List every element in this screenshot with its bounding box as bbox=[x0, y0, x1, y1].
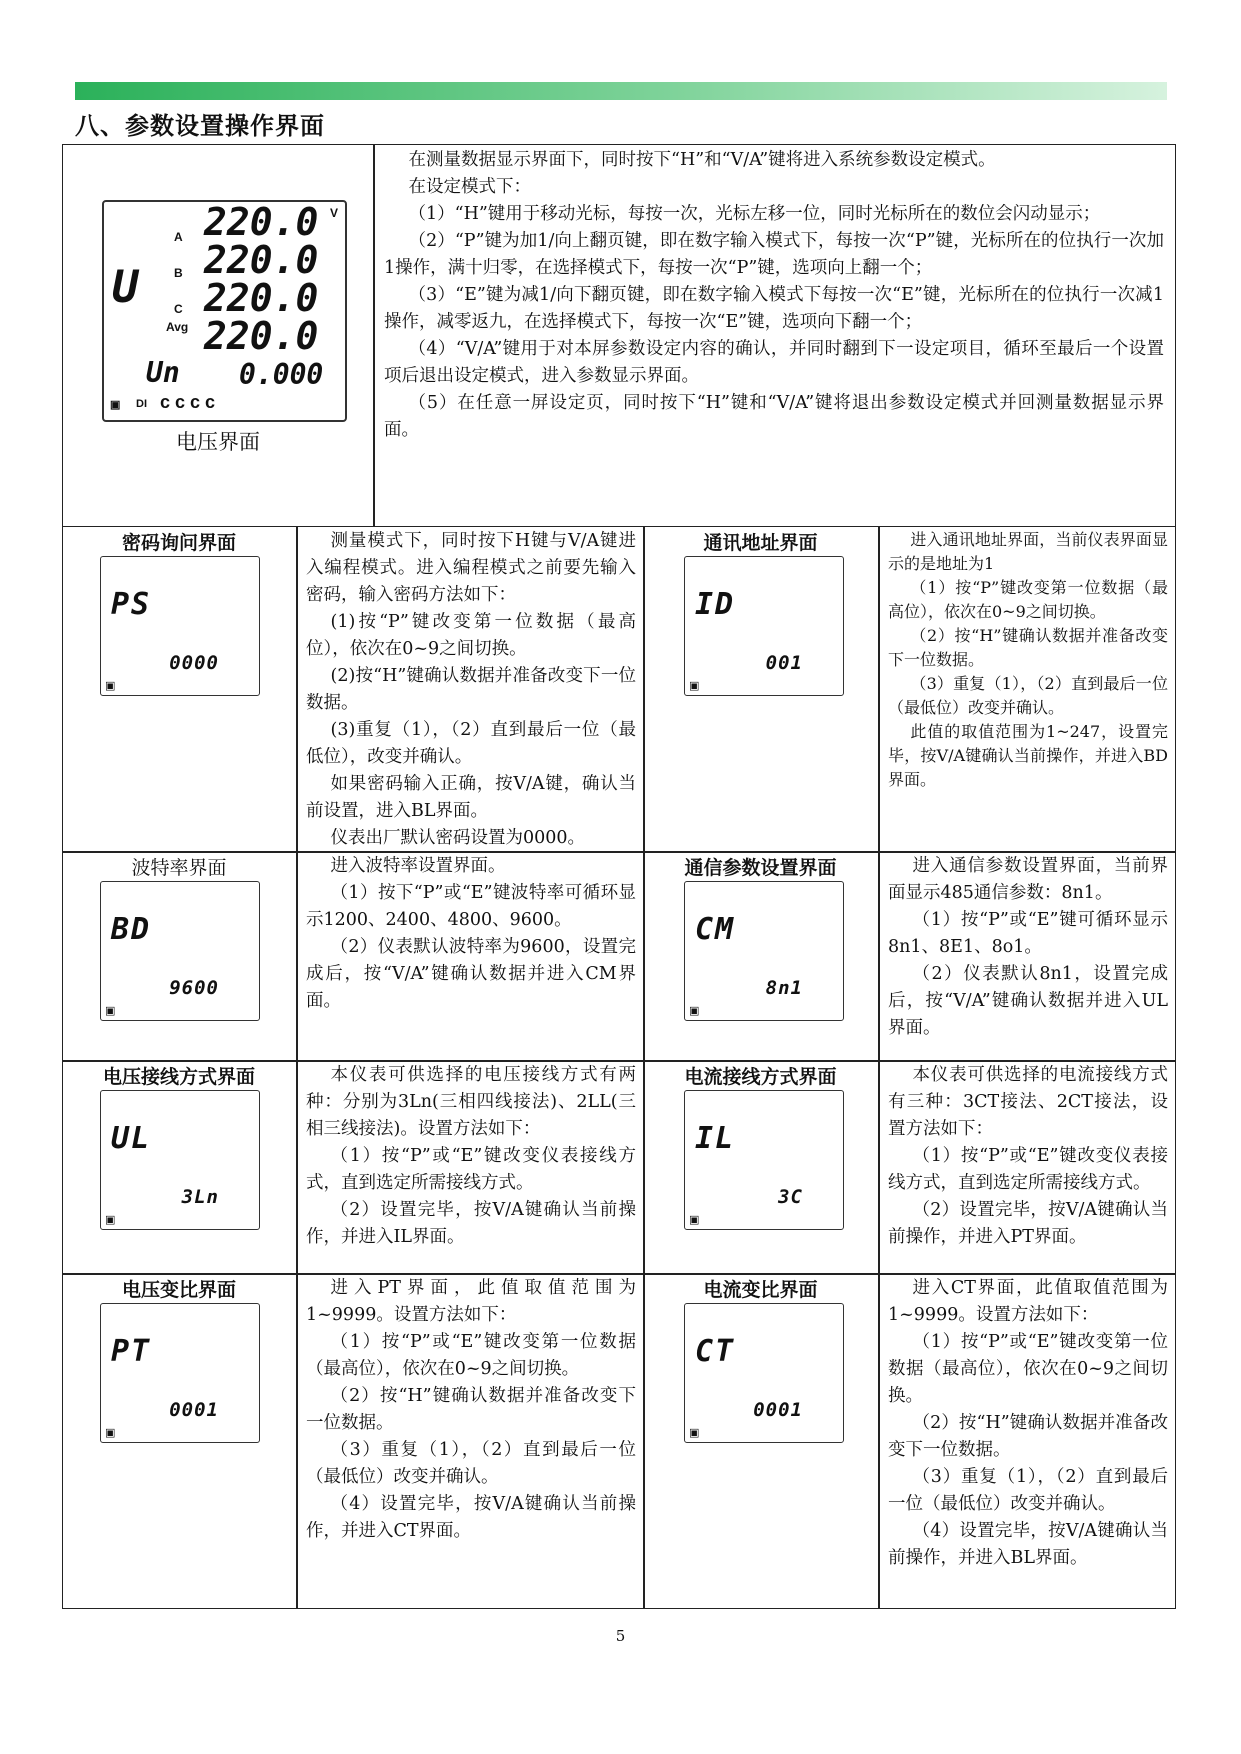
voltage-wiring-lcd bbox=[100, 1090, 260, 1230]
unit-label: V bbox=[330, 206, 339, 220]
comm-param-lcd bbox=[684, 881, 844, 1021]
avg-label: Avg bbox=[166, 320, 189, 334]
para: （1）按“P”或“E”键改变仪表接线方式，直到选定所需接线方式。 bbox=[306, 1146, 636, 1193]
para: （3）重复（1），（2）直到最后一位（最低位）改变并确认。 bbox=[306, 1440, 636, 1487]
para: 进入通信参数设置界面，当前界面显示485通信参数：8n1。 bbox=[888, 856, 1168, 903]
para: （2）按“H”键确认数据并准备改变下一位数据。 bbox=[306, 1386, 636, 1433]
phase-a-label: A bbox=[174, 230, 183, 244]
ct-text bbox=[888, 1275, 1168, 1572]
voltage-lcd bbox=[102, 200, 347, 422]
lcd-code: UL bbox=[111, 1121, 152, 1156]
avg-value: 220.0 bbox=[204, 314, 319, 358]
voltage-wiring-text bbox=[306, 1062, 636, 1251]
para: 本仪表可供选择的电压接线方式有两种：分别为3Ln(三相四线接法)、2LL(三相三线接法)。设置方法如下： bbox=[306, 1065, 636, 1139]
para: （2）设置完毕，按V/A键确认当前操作，并进入PT界面。 bbox=[888, 1200, 1168, 1247]
current-wiring-title: 电流接线方式界面 bbox=[684, 1066, 837, 1088]
password-title: 密码询问界面 bbox=[121, 532, 236, 554]
pt-title: 电压变比界面 bbox=[121, 1279, 236, 1301]
voltage-wiring-title: 电压接线方式界面 bbox=[102, 1066, 255, 1088]
lcd-code: BD bbox=[111, 912, 152, 947]
para: 进入PT界面，此值取值范围为1~9999。设置方法如下： bbox=[306, 1278, 636, 1325]
para: 进入CT界面，此值取值范围为1~9999。设置方法如下： bbox=[888, 1278, 1168, 1325]
status-icon: ▣ bbox=[689, 1004, 700, 1017]
para: 在测量数据显示界面下，同时按下“H”和“V/A”键将进入系统参数设定模式。 bbox=[408, 150, 996, 170]
page-number: 5 bbox=[615, 1627, 626, 1645]
di-label: DI bbox=[136, 398, 147, 410]
lcd-value: 0001 bbox=[169, 1399, 219, 1421]
para: （3）重复（1），（2）直到最后一位（最低位）改变并确认。 bbox=[888, 1467, 1168, 1514]
phase-b-value: 220.0 bbox=[204, 238, 319, 282]
grid-col-1 bbox=[296, 526, 298, 1609]
lcd-code: IL bbox=[695, 1121, 736, 1156]
status-icon: ▣ bbox=[689, 1426, 700, 1439]
para: （2）“P”键为加1/向上翻页键，即在数字输入模式下，每按一次“P”键，光标所在的位执行一次加1操作，满十归零，在选择模式下，每按一次“P”键，选项向上翻一个； bbox=[384, 231, 1164, 278]
lcd-value: 0000 bbox=[169, 652, 219, 674]
para: (3)重复（1），（2）直到最后一位（最低位），改变并确认。 bbox=[306, 720, 636, 767]
section-title: 八、参数设置操作界面 bbox=[75, 111, 325, 140]
para: （1）按下“P”或“E”键波特率可循环显示1200、2400、4800、9600。 bbox=[306, 883, 636, 930]
lcd-value: 8n1 bbox=[765, 977, 803, 999]
lcd-code: ID bbox=[695, 587, 736, 622]
para: （1）按“P”或“E”键改变第一位数据（最高位），依次在0~9之间切换。 bbox=[888, 1332, 1168, 1406]
status-icon: ▣ bbox=[105, 679, 116, 692]
para: （1）按“P”或“E”键改变仪表接线方式，直到选定所需接线方式。 bbox=[888, 1146, 1168, 1193]
lcd-code: CM bbox=[695, 912, 736, 947]
para: （1）按“P”或“E”键改变第一位数据（最高位），依次在0~9之间切换。 bbox=[306, 1332, 636, 1379]
comm-param-title: 通信参数设置界面 bbox=[684, 857, 837, 879]
para: 在设定模式下： bbox=[408, 177, 531, 197]
lcd-code: CT bbox=[695, 1334, 736, 1369]
para: 如果密码输入正确，按V/A键，确认当前设置，进入BL界面。 bbox=[306, 774, 636, 821]
para: （2）仪表默认8n1，设置完成后，按“V/A”键确认数据并进入UL界面。 bbox=[888, 964, 1168, 1038]
big-letter: U bbox=[112, 262, 139, 313]
phase-b-label: B bbox=[174, 266, 183, 280]
baud-lcd bbox=[100, 881, 260, 1021]
phase-c-label: C bbox=[174, 302, 183, 316]
di-marks: c c c c bbox=[160, 392, 216, 412]
para: 测量模式下，同时按下H键与V/A键进入编程模式。进入编程模式之前要先输入密码，输入密码方法如下： bbox=[306, 531, 636, 605]
address-text bbox=[888, 528, 1168, 792]
para: (2)按“H”键确认数据并准备改变下一位数据。 bbox=[306, 666, 636, 713]
lcd-value: 0001 bbox=[753, 1399, 803, 1421]
pt-lcd bbox=[100, 1303, 260, 1443]
status-icon: ▣ bbox=[689, 679, 700, 692]
lcd-code: PT bbox=[111, 1334, 152, 1369]
lcd-code: PS bbox=[111, 587, 152, 622]
header-green-bar bbox=[75, 82, 1167, 100]
para: （1）按“P”键改变第一位数据（最高位），依次在0~9之间切换。 bbox=[888, 578, 1168, 621]
para: (1)按“P”键改变第一位数据（最高位），依次在0~9之间切换。 bbox=[306, 612, 636, 659]
voltage-caption: 电压界面 bbox=[176, 430, 260, 454]
para: （2）按“H”键确认数据并准备改变下一位数据。 bbox=[888, 626, 1168, 669]
main-instructions bbox=[384, 147, 1164, 444]
ct-lcd bbox=[684, 1303, 844, 1443]
lcd-value: 9600 bbox=[169, 977, 219, 999]
status-icon: ▣ bbox=[105, 1426, 116, 1439]
address-title: 通讯地址界面 bbox=[703, 532, 818, 554]
para: （3）重复（1），（2）直到最后一位（最低位）改变并确认。 bbox=[888, 674, 1168, 717]
lcd-value: 3Ln bbox=[181, 1186, 219, 1208]
current-wiring-text bbox=[888, 1062, 1168, 1251]
para: （2）设置完毕，按V/A键确认当前操作，并进入IL界面。 bbox=[306, 1200, 636, 1247]
para: （5）在任意一屏设定页，同时按下“H”键和“V/A”键将退出参数设定模式并回测量数据显示界面。 bbox=[384, 393, 1164, 440]
para: 进入通讯地址界面，当前仪表界面显示的是地址为1 bbox=[888, 530, 1168, 573]
para: （4）设置完毕，按V/A键确认当前操作，并进入CT界面。 bbox=[306, 1494, 636, 1541]
lcd-value: 3C bbox=[778, 1186, 803, 1208]
comm-param-text bbox=[888, 853, 1168, 1042]
un-value: 0.000 bbox=[239, 358, 324, 391]
un-label: Un bbox=[146, 356, 180, 389]
phase-c-value: 220.0 bbox=[204, 276, 319, 320]
main-divider bbox=[373, 144, 375, 527]
password-lcd bbox=[100, 556, 260, 696]
para: （1）“H”键用于移动光标，每按一次，光标左移一位，同时光标所在的数位会闪动显示； bbox=[408, 204, 1101, 224]
para: 进入波特率设置界面。 bbox=[330, 856, 506, 876]
baud-text bbox=[306, 853, 636, 1015]
phase-a-value: 220.0 bbox=[204, 200, 319, 244]
ct-title: 电流变比界面 bbox=[703, 1279, 818, 1301]
status-icon: ▣ bbox=[110, 399, 121, 411]
baud-title: 波特率界面 bbox=[131, 857, 227, 879]
pt-text bbox=[306, 1275, 636, 1545]
para: 此值的取值范围为1~247，设置完毕，按V/A键确认当前操作，并进入BD界面。 bbox=[888, 722, 1168, 789]
password-text bbox=[306, 528, 636, 852]
para: 仪表出厂默认密码设置为0000。 bbox=[330, 828, 586, 848]
para: 本仪表可供选择的电流接线方式有三种：3CT接法、2CT接法，设置方法如下： bbox=[888, 1065, 1168, 1139]
address-lcd bbox=[684, 556, 844, 696]
para: （1）按“P”或“E”键可循环显示8n1、8E1、8o1。 bbox=[888, 910, 1168, 957]
grid-col-3 bbox=[878, 526, 880, 1609]
para: （4）设置完毕，按V/A键确认当前操作，并进入BL界面。 bbox=[888, 1521, 1168, 1568]
lcd-value: 001 bbox=[765, 652, 803, 674]
status-icon: ▣ bbox=[689, 1213, 700, 1226]
status-icon: ▣ bbox=[105, 1213, 116, 1226]
para: （4）“V/A”键用于对本屏参数设定内容的确认，并同时翻到下一设定项目，循环至最后一个设置项后退出设定模式，进入参数显示界面。 bbox=[384, 339, 1164, 386]
status-icon: ▣ bbox=[105, 1004, 116, 1017]
para: （3）“E”键为减1/向下翻页键，即在数字输入模式下每按一次“E”键，光标所在的位执行一次减1操作，减零返九，在选择模式下，每按一次“E”键，选项向下翻一个； bbox=[384, 285, 1164, 332]
para: （2）仪表默认波特率为9600，设置完成后，按“V/A”键确认数据并进入CM界面。 bbox=[306, 937, 636, 1011]
current-wiring-lcd bbox=[684, 1090, 844, 1230]
para: （2）按“H”键确认数据并准备改变下一位数据。 bbox=[888, 1413, 1168, 1460]
